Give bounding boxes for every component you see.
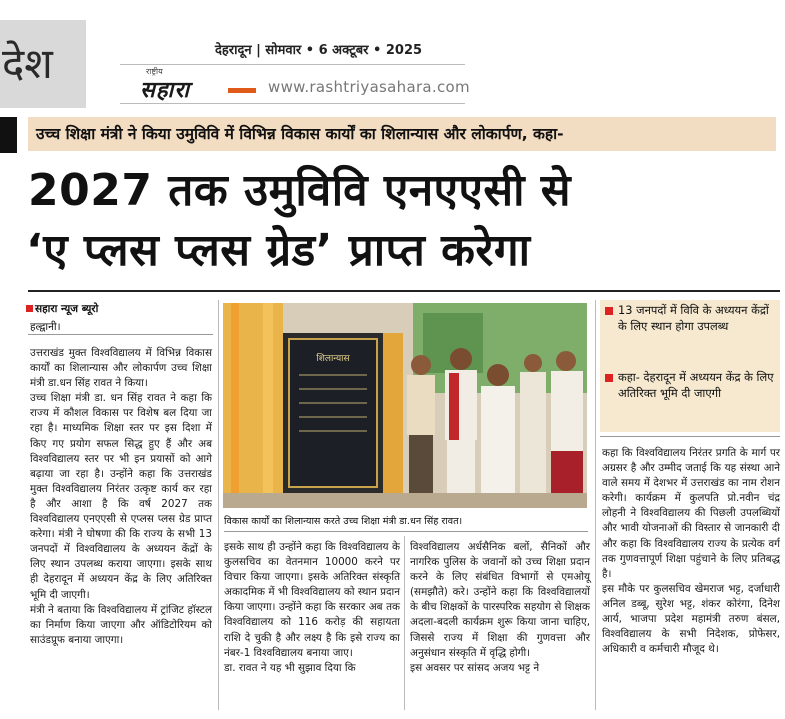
section-nameplate-text: देश	[2, 39, 53, 88]
logo-tagline: राष्ट्रीय	[146, 67, 163, 76]
photo-caption: विकास कार्यों का शिलान्यास करते उच्च शिक्षा मंत्री डा.धन सिंह रावत।	[224, 516, 463, 527]
event-photo-illustration	[223, 303, 587, 508]
bullet-square-icon	[605, 307, 613, 315]
highlight-item-2: कहा- देहरादून में अध्ययन केंद्र के लिए अतिरिक्त भूमि दी जाएगी	[618, 370, 774, 400]
section-nameplate	[0, 20, 86, 108]
prev-column-marker	[0, 117, 17, 153]
main-headline-line2: ‘ए प्लस प्लस ग्रेड’ प्राप्त करेगा	[26, 225, 531, 276]
kicker-headline: उच्च शिक्षा मंत्री ने किया उमुविवि में विभिन्न विकास कार्यों का शिलान्यास और लोकार्पण, कहा-	[36, 125, 564, 143]
byline-agency: सहारा न्यूज ब्यूरो	[35, 303, 99, 315]
caption-divider	[224, 531, 588, 532]
dateline: देहरादून | सोमवार • 6 अक्टूबर • 2025	[215, 43, 423, 58]
article-column-3: विश्वविद्यालय अर्धसैनिक बलों, सैनिकों और नागरिक पुलिस के जवानों को उच्च शिक्षा प्रदान करने के लिए संबंधित विभागों से एमओयू (समझौते) करे। उन्होंने कहा कि विश्वविद्यालयों के बीच शिक्षकों के पारस्परिक सहयोग से शिक्षक अदला-बदली कार्यक्रम शुरू किया जाना चाहिए, जिससे राज्य में शिक्षा की गुणवत्ता और अनुसंधान संस्कृति में वृद्धि होगी। इस अवसर पर सांसद अजय भट्ट ने	[410, 541, 590, 674]
article-column-4: कहा कि विश्वविद्यालय निरंतर प्रगति के मार्ग पर अग्रसर है और उम्मीद जताई कि यह संस्था आने वाले समय में देशभर में उत्तराखंड का नाम रोशन करेगी। कार्यक्रम में कुलपति प्रो.नवीन चंद्र लोहनी ने विश्वविद्यालय की पिछली उपलब्धियों और भावी योजनाओं की विस्तार से जानकारी दी और कहा कि विश्वविद्यालय राज्य के प्रत्येक वर्ग तक गुणवत्तापूर्ण शिक्षा पहुंचाने के लिए प्रतिबद्ध है। इस मौके पर कुलसचिव खेमराज भट्ट, दर्जाधारी अनिल डब्बू, सुरेश भट्ट, शंकर कोरंगा, दिनेश आर्य, भाजपा प्रदेश महामंत्री तरुण बंसल, विश्वविद्यालय के सभी निदेशक, प्रोफेसर, अधिकारी व कर्मचारी मौजूद थे।	[602, 447, 780, 656]
newspaper-logo: सहारा	[140, 78, 190, 103]
headline-rule	[28, 290, 780, 292]
logo-accent-bar	[228, 88, 256, 93]
byline-bullet-icon	[26, 305, 33, 312]
plaque-title: शिलान्यास	[316, 354, 350, 364]
byline-divider	[28, 334, 213, 335]
website-url: www.rashtriyasahara.com	[268, 78, 470, 96]
main-headline-line1: 2027 तक उमुविवि एनएएसी से	[28, 165, 572, 216]
article-column-1: उत्तराखंड मुक्त विश्वविद्यालय में विभिन्न विकास कार्यों का शिलान्यास और लोकार्पण उच्च शिक्षा मंत्री डा.धन सिंह रावत ने किया। उच्च शिक्षा मंत्री डा. धन सिंह रावत ने कहा कि राज्य में कौशल विकास पर विशेष बल दिया जा रहा है। माध्यमिक शिक्षा स्तर पर इस दिशा में किए गए प्रयोग सफल सिद्ध हुए हैं और अब विश्वविद्यालय स्तर पर भी इन प्रयासों को आगे बढ़ाया जा रहा है। उन्होंने कहा कि उत्तराखंड मुक्त विश्वविद्यालय निरंतर उत्कृष्ट कार्य कर रहा है और आशा है कि वर्ष 2027 तक विश्वविद्यालय एनएएसी से एप्लस प्लस ग्रेड प्राप्त करेगा। मंत्री ने घोषणा की कि राज्य के सभी 13 जनपदों में विश्वविद्यालय के अध्ययन केंद्रों के लिए स्थान उपलब्ध कराया जाएगा। इसके साथ ही देहरादून में अध्ययन केंद्र के लिए अतिरिक्त भूमि दी जाएगी। मंत्री ने बताया कि विश्वविद्यालय में ट्रांजिट हॉस्टल का निर्माण किया जाएगा और ऑडिटोरियम को साउंडप्रूफ बनाया जाएगा।	[30, 347, 212, 646]
column-divider	[218, 300, 219, 710]
highlights-divider	[600, 436, 780, 437]
highlight-item-1: 13 जनपदों में विवि के अध्ययन केंद्रों के लिए स्थान होगा उपलब्ध	[618, 303, 769, 333]
byline-place: हल्द्वानी।	[30, 321, 61, 333]
column-divider	[404, 536, 405, 710]
bullet-square-icon	[605, 374, 613, 382]
column-divider	[595, 300, 596, 710]
event-photo	[223, 303, 587, 508]
article-column-2: इसके साथ ही उन्होंने कहा कि विश्वविद्यालय के कुलसचिव का वेतनमान 10000 करने पर विचार किया जाएगा। इसके अतिरिक्त संस्कृति अकादमिक में भी विश्वविद्यालय को स्थान प्रदान किया जाएगा। उन्होंने कहा कि सरकार अब तक विश्वविद्यालय को 116 करोड़ की सहायता राशि दे चुकी है और लक्ष्य है कि इसे राज्य का नंबर-1 विश्वविद्यालय बनाया जाए। डा. रावत ने यह भी सुझाव दिया कि	[224, 541, 400, 674]
